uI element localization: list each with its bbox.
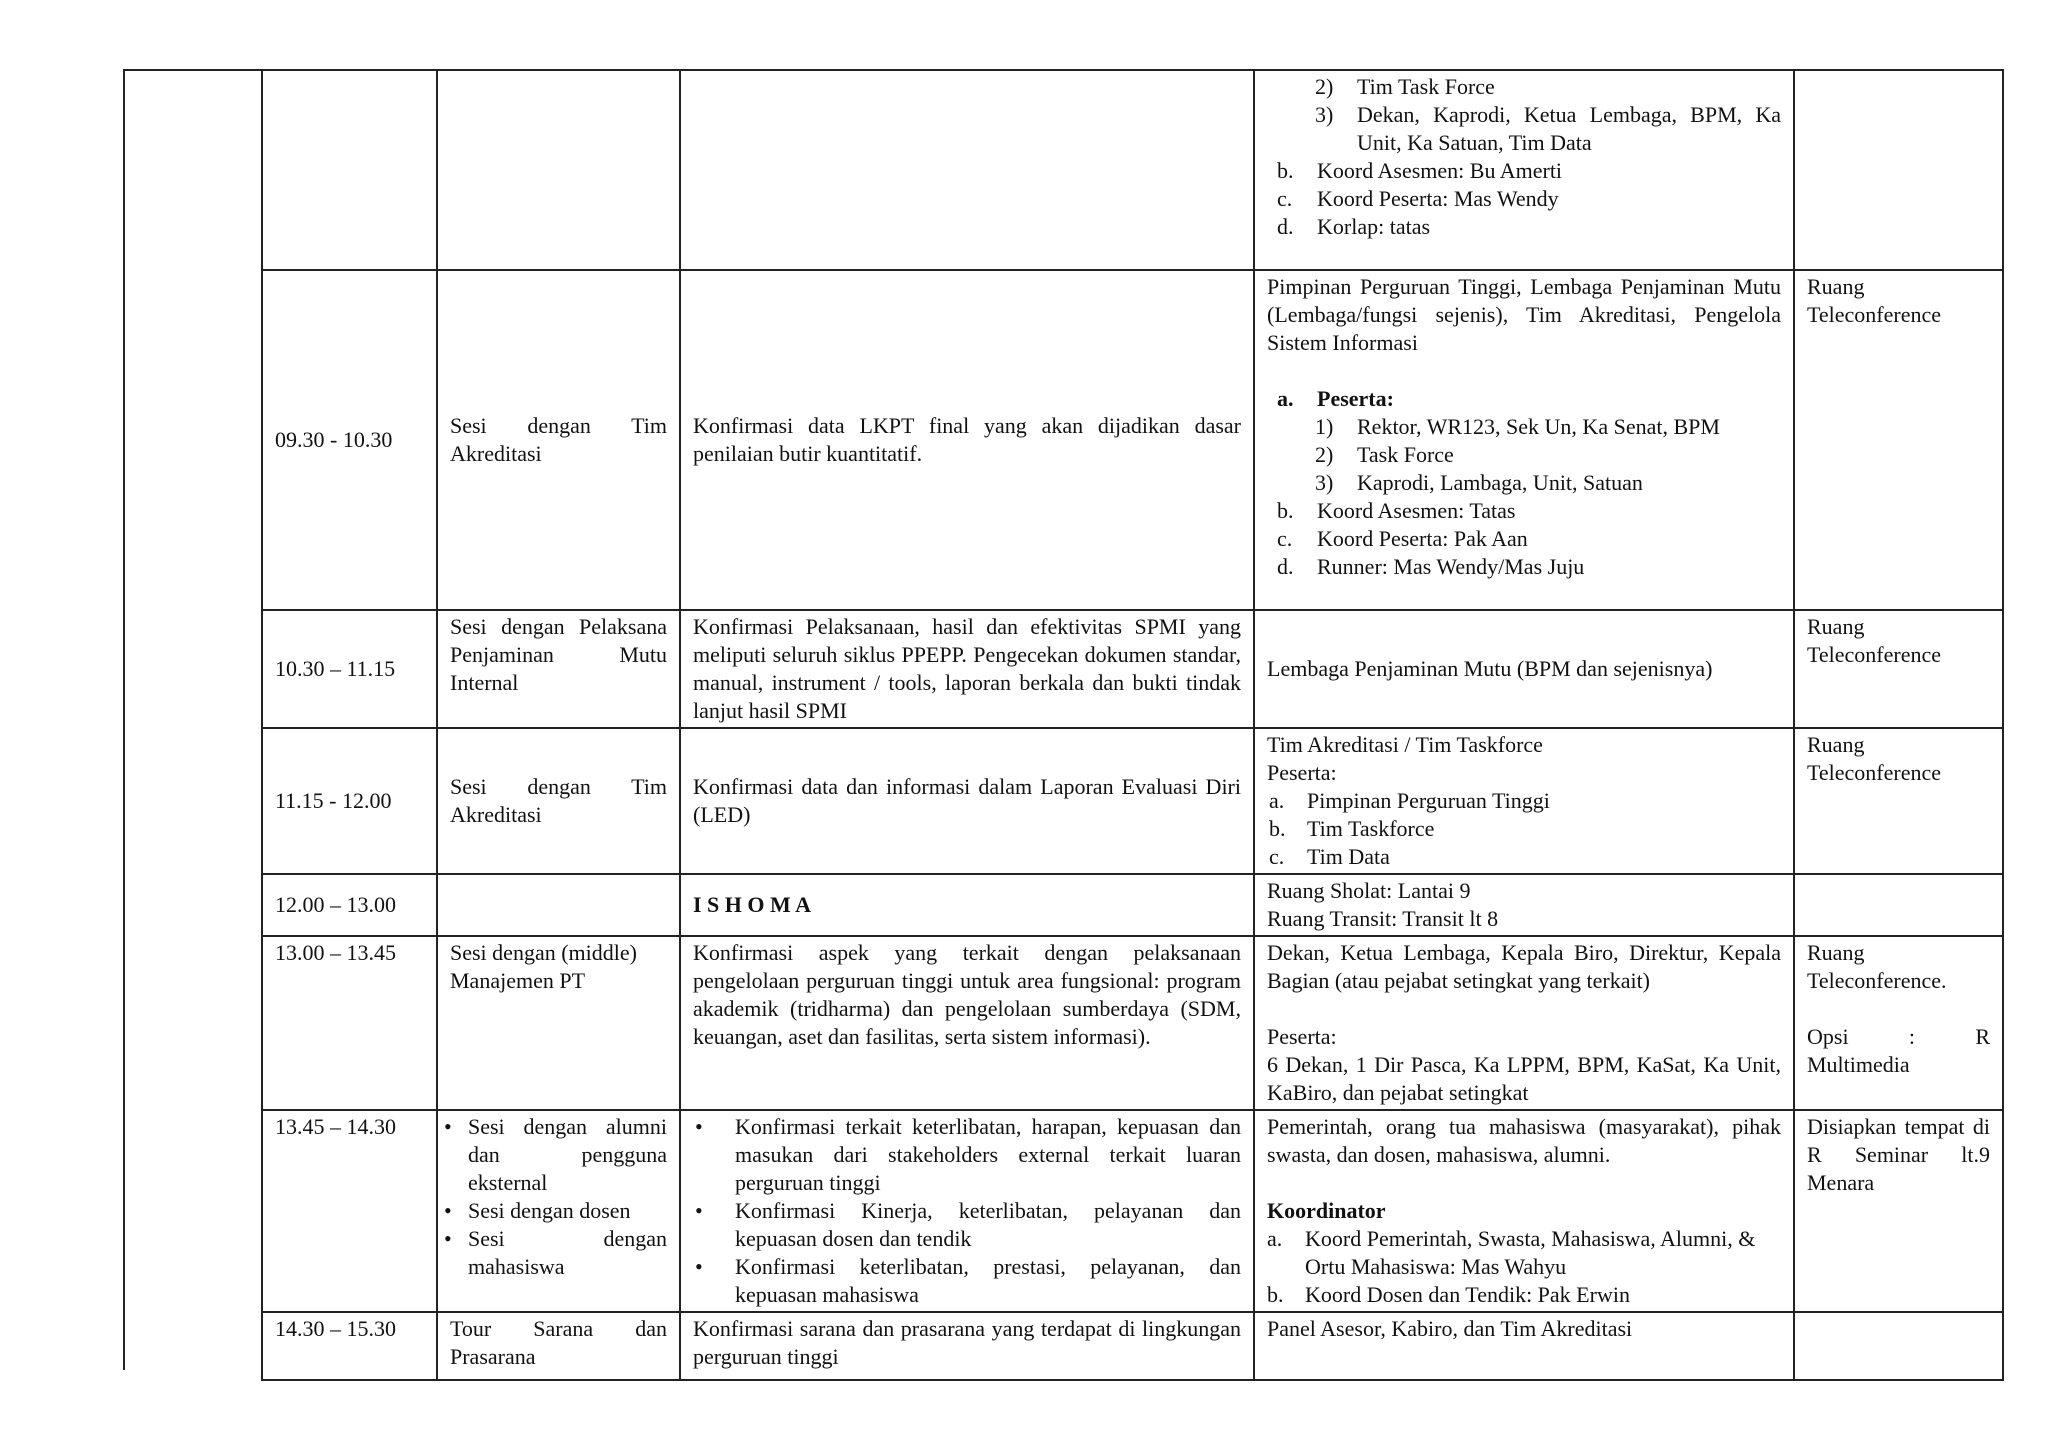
table-row bbox=[262, 936, 2003, 1110]
table-row bbox=[262, 728, 2003, 874]
place-cell: Ruang Teleconference bbox=[1794, 270, 2003, 610]
list-item: c. Tim Data bbox=[1269, 844, 1390, 869]
session-cell: Sesi dengan Tim Akreditasi bbox=[437, 270, 680, 610]
place-cell bbox=[1794, 1312, 2003, 1380]
participants-cell bbox=[1254, 70, 1794, 270]
activity-cell: Konfirmasi Pelaksanaan, hasil dan efektivitas SPMI yang meliputi seluruh siklus PPEPP. Pengecekan dokumen standar, manual, instrument / tools, laporan berkala dan bukti tindak lanjut hasil SPMI bbox=[680, 610, 1254, 728]
place-cell: Ruang Teleconference bbox=[1794, 610, 2003, 728]
participants-cell: Pemerintah, orang tua mahasiswa (masyarakat), pihak swasta, dan dosen, mahasiswa, alumni. Koordinator a. Koord Pemerintah, Swasta, Mahasiswa, Alumni, & Ortu Mahasiswa: Mas Wahyu b. Koord Dosen dan Tendik: Pak Erwin bbox=[1254, 1110, 1794, 1312]
table-row bbox=[262, 270, 2003, 610]
list-item: • Sesi dengan dosen bbox=[444, 1198, 631, 1223]
activity-cell bbox=[680, 1110, 1254, 1312]
list-item: 3) Kaprodi, Lambaga, Unit, Satuan bbox=[1315, 470, 1643, 495]
time-cell: 13.00 – 13.45 bbox=[262, 936, 437, 1110]
session-cell: Tour Sarana dan Prasarana bbox=[437, 1312, 680, 1380]
time-cell: 10.30 – 11.15 bbox=[262, 610, 437, 728]
list-item: b. Koord Dosen dan Tendik: Pak Erwin bbox=[1267, 1282, 1630, 1307]
list-item: • Sesi dengan mahasiswa bbox=[444, 1226, 667, 1279]
participants-cell: Ruang Sholat: Lantai 9 Ruang Transit: Transit lt 8 bbox=[1254, 874, 1794, 936]
activity-cell: I S H O M A bbox=[680, 874, 1254, 936]
place-cell bbox=[1794, 874, 2003, 936]
time-cell: 09.30 - 10.30 bbox=[262, 270, 437, 610]
list-item: • Konfirmasi Kinerja, keterlibatan, pelayanan dan kepuasan dosen dan tendik bbox=[695, 1198, 1241, 1251]
time-cell: 14.30 – 15.30 bbox=[262, 1312, 437, 1380]
list-item: a. Pimpinan Perguruan Tinggi bbox=[1269, 788, 1550, 813]
session-cell bbox=[437, 874, 680, 936]
time-cell bbox=[262, 70, 437, 270]
list-heading: a. Peserta: bbox=[1277, 386, 1394, 411]
list-item: b. Koord Asesmen: Bu Amerti bbox=[1277, 158, 1563, 183]
session-cell: Sesi dengan Tim Akreditasi bbox=[437, 728, 680, 874]
list-item: 2) Task Force bbox=[1315, 442, 1454, 467]
session-cell bbox=[437, 1110, 680, 1312]
time-cell: 12.00 – 13.00 bbox=[262, 874, 437, 936]
list-item: • Konfirmasi keterlibatan, prestasi, pelayanan, dan kepuasan mahasiswa bbox=[695, 1254, 1241, 1307]
place-cell: Ruang Teleconference. Opsi : R Multimedia bbox=[1794, 936, 2003, 1110]
list-item: d. Korlap: tatas bbox=[1277, 214, 1431, 239]
activity-cell: Konfirmasi sarana dan prasarana yang terdapat di lingkungan perguruan tinggi bbox=[680, 1312, 1254, 1380]
list-item: a. Koord Pemerintah, Swasta, Mahasiswa, Alumni, & Ortu Mahasiswa: Mas Wahyu bbox=[1267, 1226, 1756, 1279]
list-item: • Konfirmasi terkait keterlibatan, harapan, kepuasan dan masukan dari stakeholders external terkait luaran perguruan tinggi bbox=[695, 1114, 1241, 1195]
table-row bbox=[262, 610, 2003, 728]
list-item: b. Koord Asesmen: Tatas bbox=[1277, 498, 1516, 523]
left-margin-top-line bbox=[123, 69, 263, 71]
table-row bbox=[262, 1312, 2003, 1380]
table-row bbox=[262, 1110, 2003, 1312]
place-cell: Disiapkan tempat di R Seminar lt.9 Menara bbox=[1794, 1110, 2003, 1312]
table-row bbox=[262, 874, 2003, 936]
session-cell: Sesi dengan Pelaksana Penjaminan Mutu Internal bbox=[437, 610, 680, 728]
list-item: b. Tim Taskforce bbox=[1269, 816, 1435, 841]
participants-cell: Lembaga Penjaminan Mutu (BPM dan sejenisnya) bbox=[1254, 610, 1794, 728]
list-item: c. Koord Peserta: Mas Wendy bbox=[1277, 186, 1559, 211]
participants-cell: Dekan, Ketua Lembaga, Kepala Biro, Direktur, Kepala Bagian (atau pejabat setingkat yang terkait) Peserta: 6 Dekan, 1 Dir Pasca, Ka LPPM, BPM, KaSat, Ka Unit, KaBiro, dan pejabat setingkat bbox=[1254, 936, 1794, 1110]
schedule-table bbox=[261, 69, 2004, 1381]
time-cell: 13.45 – 14.30 bbox=[262, 1110, 437, 1312]
participants-cell: Panel Asesor, Kabiro, dan Tim Akreditasi bbox=[1254, 1312, 1794, 1380]
activity-cell: Konfirmasi aspek yang terkait dengan pelaksanaan pengelolaan perguruan tinggi untuk area fungsional: program akademik (tridharma) dan pengelolaan sumberdaya (SDM, keuangan, aset dan fasilitas, serta sistem informasi). bbox=[680, 936, 1254, 1110]
participants-cell: Pimpinan Perguruan Tinggi, Lembaga Penjaminan Mutu (Lembaga/fungsi sejenis), Tim Akreditasi, Pengelola Sistem Informasi a. Peserta: 1) Rektor, WR123, Sek Un, Ka Senat, BPM 2) Task Force 3) Kaprodi, Lambaga, Unit, Satuan b. Koord Asesmen: Tatas c. Koord Peserta: Pak Aan d. Runner: Mas Wendy/Mas Juju bbox=[1254, 270, 1794, 610]
activity-cell: Konfirmasi data LKPT final yang akan dijadikan dasar penilaian butir kuantitatif. bbox=[680, 270, 1254, 610]
list-item: • Sesi dengan alumni dan pengguna eksternal bbox=[444, 1114, 667, 1195]
place-cell bbox=[1794, 70, 2003, 270]
participants-cell: Tim Akreditasi / Tim Taskforce Peserta: a. Pimpinan Perguruan Tinggi b. Tim Taskforce c. Tim Data bbox=[1254, 728, 1794, 874]
activity-cell: Konfirmasi data dan informasi dalam Laporan Evaluasi Diri (LED) bbox=[680, 728, 1254, 874]
place-cell: Ruang Teleconference bbox=[1794, 728, 2003, 874]
activity-cell bbox=[680, 70, 1254, 270]
list-item: c. Koord Peserta: Pak Aan bbox=[1277, 526, 1528, 551]
session-cell bbox=[437, 70, 680, 270]
list-item: 1) Rektor, WR123, Sek Un, Ka Senat, BPM bbox=[1315, 414, 1720, 439]
left-margin-line bbox=[123, 69, 125, 1370]
time-cell: 11.15 - 12.00 bbox=[262, 728, 437, 874]
table-row bbox=[262, 70, 2003, 270]
list-item: d. Runner: Mas Wendy/Mas Juju bbox=[1277, 554, 1585, 579]
list-item: 2) Tim Task Force bbox=[1315, 74, 1495, 99]
session-cell: Sesi dengan (middle) Manajemen PT bbox=[437, 936, 680, 1110]
list-item: 3) Dekan, Kaprodi, Ketua Lembaga, BPM, Ka Unit, Ka Satuan, Tim Data bbox=[1315, 102, 1781, 155]
